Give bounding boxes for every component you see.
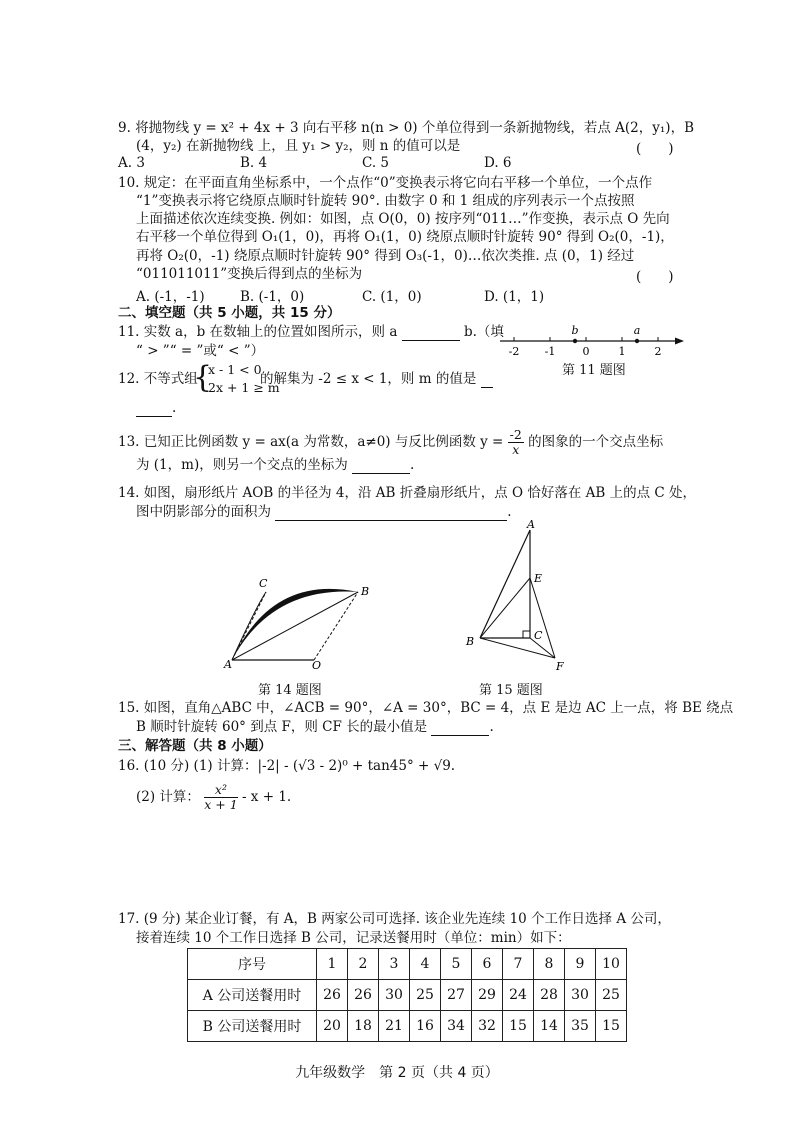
q16-part2-rest: - x + 1. <box>241 789 292 805</box>
q11-number-line <box>498 322 688 358</box>
q13-line1 <box>118 428 663 457</box>
q16-fraction <box>204 783 237 812</box>
q14-figure <box>220 572 380 672</box>
q12-line2: . <box>136 399 176 417</box>
table-cell: 15 <box>596 1011 627 1042</box>
q10-answer-paren: ( ) <box>636 269 674 285</box>
q15-line2-text: B 顺时针旋转 60° 到点 F，则 CF 长的最小值是 <box>136 719 428 735</box>
q16-fraction-denominator: x + 1 <box>204 797 238 812</box>
table-header-cell: 6 <box>472 949 503 980</box>
table-cell: 28 <box>534 980 565 1011</box>
q13-text-b: 的图象的一个交点坐标 <box>528 434 664 450</box>
q13-line2: 为 (1，m)，则另一个交点的坐标为 . <box>136 457 415 473</box>
q12-brace: { <box>193 360 213 395</box>
table-cell: 21 <box>379 1011 410 1042</box>
table-header-cell: 序号 <box>188 949 317 980</box>
q12-suffix <box>260 370 493 388</box>
q17-line1: 17. (9 分) 某企业订餐，有 A，B 两家公司可选择. 该企业先连续 10 个工作日选择 A 公司， <box>118 911 671 927</box>
q12-inequality-2: 2x + 1 ≥ m <box>208 380 280 395</box>
table-cell: 27 <box>441 980 472 1011</box>
table-row-label: A 公司送餐用时 <box>188 980 317 1011</box>
q15-line1: 15. 如图，直角△ABC 中，∠ACB = 90°，∠A = 30°，BC = 4，点 E 是边 AC 上一点，将 BE 绕点 <box>118 700 734 716</box>
q11-figure-caption: 第 11 题图 <box>562 363 626 378</box>
q11-tick-label: -1 <box>544 345 556 358</box>
q10-line1: 10. 规定：在平面直角坐标系中，一个点作“0”变换表示将它向右平移一个单位，一个点作 <box>118 175 653 191</box>
q14-label-a: A <box>224 658 232 671</box>
table-cell: 26 <box>348 980 379 1011</box>
q10-line5: 再将 O₂(0，-1) 绕原点顺时针旋转 90° 得到 O₃(-1，0)…依次类推. 点 (0，1) 经过 <box>136 248 635 264</box>
table-header-cell: 9 <box>565 949 596 980</box>
q12-suffix-text: 的解集为 -2 ≤ x < 1，则 m 的值是 <box>260 371 477 387</box>
table-cell: 29 <box>472 980 503 1011</box>
q10-option-a: A. (-1，-1) <box>136 289 205 305</box>
table-row-label: B 公司送餐用时 <box>188 1011 317 1042</box>
q15-line2: B 顺时针旋转 60° 到点 F，则 CF 长的最小值是 . <box>136 719 494 735</box>
q10-option-c: C. (1，0) <box>362 289 422 305</box>
table-header-cell: 1 <box>317 949 348 980</box>
table-cell: 18 <box>348 1011 379 1042</box>
q10-line3: 上面描述依次连续变换. 例如：如图，点 O(0，0) 按序列“011…”作变换，表示点 O 先向 <box>136 211 670 227</box>
q15-label-f: F <box>556 660 564 673</box>
q11-tick-label: -2 <box>508 345 520 358</box>
table-cell: 32 <box>472 1011 503 1042</box>
table-cell: 25 <box>410 980 441 1011</box>
q16-part1: 16. (10 分) (1) 计算：|-2| - (√3 - 2)⁰ + tan45° + √9. <box>118 758 456 774</box>
q14-line2-text: 图中阴影部分的面积为 <box>136 504 271 520</box>
q11-line1 <box>118 323 504 341</box>
q13-line2-text: 为 (1，m)，则另一个交点的坐标为 <box>136 457 348 473</box>
q14-line1: 14. 如图，扇形纸片 AOB 的半径为 4，沿 AB 折叠扇形纸片，点 O 恰好落在 AB 上的点 C 处， <box>118 485 697 501</box>
q11-point-b-label: b <box>571 324 579 337</box>
table-cell: 34 <box>441 1011 472 1042</box>
table-cell: 30 <box>565 980 596 1011</box>
q11-text-b: b.（填 <box>463 324 504 340</box>
q13-fraction-numerator: -2 <box>509 427 522 442</box>
q14-label-b: B <box>361 585 370 598</box>
table-header-row <box>188 949 627 980</box>
table-row <box>188 980 627 1011</box>
q10-line2: “1”变换表示将它绕原点顺时针旋转 90°. 由数字 0 和 1 组成的序列表示一个点按照 <box>136 193 635 209</box>
q9-line1: 9. 将抛物线 y = x² + 4x + 3 向右平移 n(n > 0) 个单位得到一条新抛物线，若点 A(2，y₁)，B <box>118 120 694 136</box>
q14-figure-caption: 第 14 题图 <box>258 683 322 698</box>
table-header-cell: 10 <box>596 949 627 980</box>
q16-part2 <box>136 783 291 812</box>
table-cell: 20 <box>317 1011 348 1042</box>
table-cell: 14 <box>534 1011 565 1042</box>
q12-answer-blank-start[interactable] <box>481 373 493 388</box>
q12-inequality-1: x - 1 < 0 <box>208 362 262 377</box>
q13-fraction-denominator: x <box>512 442 520 457</box>
q14-label-o: O <box>312 659 322 672</box>
q11-tick-label: 0 <box>582 345 590 358</box>
section-fill-in-title: 二、填空题（共 5 小题，共 15 分） <box>118 305 341 321</box>
q11-tick-label: 2 <box>654 345 662 358</box>
q11-point-a-label: a <box>633 324 641 337</box>
q14-line2: 图中阴影部分的面积为 . <box>136 504 512 520</box>
table-header-cell: 3 <box>379 949 410 980</box>
q13-answer-blank[interactable] <box>352 459 410 474</box>
q10-line4: 右平移一个单位得到 O₁(1，0)，再将 O₁(1，0) 绕原点顺时针旋转 90° 得到 O₂(0，-1)， <box>136 229 674 245</box>
table-cell: 25 <box>596 980 627 1011</box>
q9-option-c: C. 5 <box>362 155 390 171</box>
q15-label-e: E <box>534 572 543 585</box>
section-solution-title: 三、解答题（共 8 小题） <box>118 738 272 754</box>
table-cell: 16 <box>410 1011 441 1042</box>
table-cell: 24 <box>503 980 534 1011</box>
q10-option-b: B. (-1，0) <box>240 289 305 305</box>
q9-option-d: D. 6 <box>484 155 512 171</box>
q15-answer-blank[interactable] <box>431 721 489 736</box>
q15-label-b: B <box>466 635 475 648</box>
q16-fraction-numerator: x² <box>204 783 237 798</box>
q9-option-a: A. 3 <box>118 155 145 171</box>
table-header-cell: 2 <box>348 949 379 980</box>
q11-tick-label: 1 <box>618 345 626 358</box>
q10-option-d: D. (1，1) <box>484 289 545 305</box>
table-cell: 15 <box>503 1011 534 1042</box>
q15-figure-caption: 第 15 题图 <box>479 683 543 698</box>
table-cell: 35 <box>565 1011 596 1042</box>
q13-fraction <box>508 428 524 457</box>
q12-answer-blank[interactable] <box>136 402 172 417</box>
q10-line6: “011011011”变换后得到点的坐标为 <box>136 266 363 282</box>
table-header-cell: 7 <box>503 949 534 980</box>
q15-figure <box>460 518 580 676</box>
table-row <box>188 1011 627 1042</box>
q15-label-a: A <box>527 518 535 531</box>
table-cell: 30 <box>379 980 410 1011</box>
q16-part2-label: (2) 计算： <box>136 789 200 805</box>
table-header-cell: 4 <box>410 949 441 980</box>
table-header-cell: 8 <box>534 949 565 980</box>
q11-answer-blank[interactable] <box>402 326 460 341</box>
q17-delivery-time-table <box>187 948 627 1042</box>
q11-line2: “ > ”“ = ”或“ < ”） <box>136 343 265 359</box>
q9-option-b: B. 4 <box>240 155 268 171</box>
q14-label-c: C <box>259 577 268 590</box>
q12-prefix: 12. 不等式组 <box>118 371 198 387</box>
page-footer: 九年级数学 第 2 页（共 4 页） <box>295 1065 499 1081</box>
q9-answer-paren: ( ) <box>636 141 674 157</box>
table-header-cell: 5 <box>441 949 472 980</box>
q11-text-a: 11. 实数 a，b 在数轴上的位置如图所示，则 a <box>118 324 398 340</box>
table-cell: 26 <box>317 980 348 1011</box>
q15-label-c: C <box>534 629 543 642</box>
q17-line2: 接着连续 10 个工作日选择 B 公司，记录送餐用时（单位：min）如下： <box>136 930 571 946</box>
q9-line2: (4，y₂) 在新抛物线 上，且 y₁ > y₂，则 n 的值可以是 <box>136 138 461 154</box>
q13-text-a: 13. 已知正比例函数 y = ax(a 为常数，a≠0) 与反比例函数 y = <box>118 434 504 450</box>
